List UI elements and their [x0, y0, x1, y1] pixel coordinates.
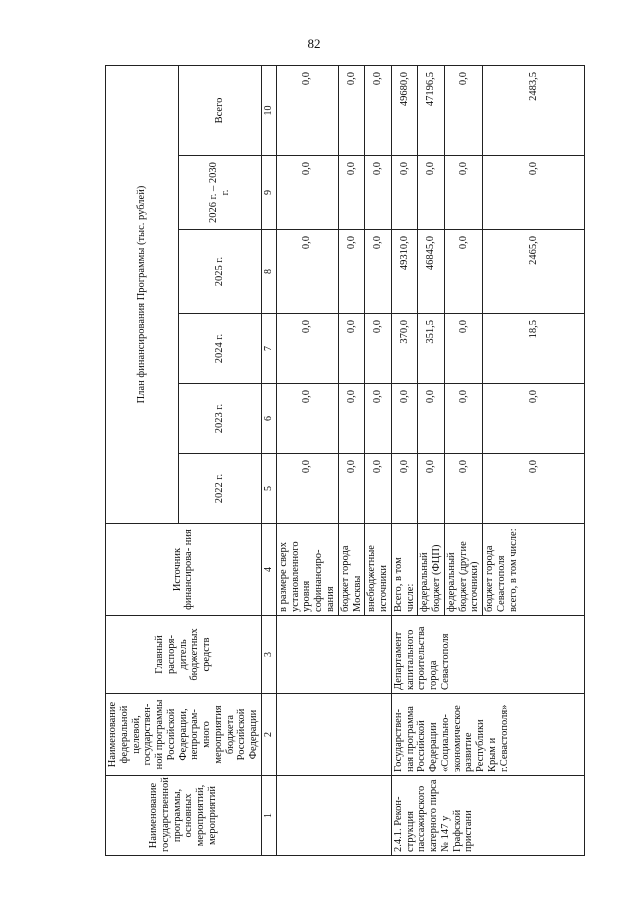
value-cell: 0,0	[338, 454, 365, 524]
column-number: 10	[261, 65, 276, 155]
header-plan: План финансирования Программы (тыс. рублей)	[106, 65, 179, 523]
value-cell: 0,0	[365, 230, 392, 314]
rotated-table-frame	[105, 66, 585, 856]
header-measure: Наименование государственной программы, основных мероприятий, мероприятий	[106, 776, 262, 856]
value-cell: 0,0	[483, 454, 585, 524]
value-cell: 0,0	[444, 156, 482, 230]
header-distributor: Главный распоря- дитель бюджетных средств	[106, 616, 262, 694]
page-number: 82	[307, 36, 321, 51]
value-cell: 2483,5	[483, 65, 585, 155]
value-cell: 0,0	[276, 454, 338, 524]
program-cell-empty	[276, 694, 391, 776]
column-number: 3	[261, 616, 276, 694]
value-cell: 0,0	[338, 156, 365, 230]
column-number: 4	[261, 524, 276, 616]
value-cell: 49680,0	[391, 65, 418, 155]
column-number: 2	[261, 694, 276, 776]
value-cell: 0,0	[418, 384, 445, 454]
value-cell: 370,0	[391, 314, 418, 384]
value-cell: 0,0	[444, 65, 482, 155]
header-total: Всего	[178, 65, 261, 155]
value-cell: 0,0	[338, 384, 365, 454]
header-2026-2030: 2026 г. – 2030 г.	[178, 156, 261, 230]
value-cell: 0,0	[483, 384, 585, 454]
table-row	[391, 65, 418, 855]
source-cell: бюджет города Севастополя всего, в том числе:	[483, 524, 585, 616]
value-cell: 0,0	[365, 454, 392, 524]
rotated-table-wrapper	[105, 66, 585, 856]
value-cell: 0,0	[365, 156, 392, 230]
program-cell: Государствен- ная программа Российской Федерации «Социально- экономическое развитие Республики Крым и г.Севастополя»	[391, 694, 584, 776]
source-cell: в размере сверх установленного уровня софинансиро- вания	[276, 524, 338, 616]
distributor-cell: Департамент капитального строительства города Севастополя	[391, 616, 584, 694]
value-cell: 0,0	[444, 314, 482, 384]
column-number: 7	[261, 314, 276, 384]
measure-cell: 2.4.1. Рекон- струкция пассажирского катерного пирса № 147 у Графской пристани	[391, 776, 584, 856]
value-cell: 0,0	[276, 156, 338, 230]
value-cell: 0,0	[391, 454, 418, 524]
value-cell: 0,0	[276, 230, 338, 314]
value-cell: 0,0	[444, 230, 482, 314]
column-number: 5	[261, 454, 276, 524]
column-number: 1	[261, 776, 276, 856]
value-cell: 46845,0	[418, 230, 445, 314]
column-number: 9	[261, 156, 276, 230]
value-cell: 0,0	[365, 65, 392, 155]
source-cell: бюджет города Москвы	[338, 524, 365, 616]
value-cell: 49310,0	[391, 230, 418, 314]
value-cell: 0,0	[483, 156, 585, 230]
value-cell: 0,0	[276, 65, 338, 155]
value-cell: 0,0	[338, 230, 365, 314]
header-2022: 2022 г.	[178, 454, 261, 524]
header-source: Источник финансирова- ния	[106, 524, 262, 616]
source-cell: федеральный бюджет (другие источники)	[444, 524, 482, 616]
financing-table	[105, 65, 585, 856]
column-number: 6	[261, 384, 276, 454]
value-cell: 0,0	[418, 454, 445, 524]
header-program: Наименование федеральной целевой, государствен- ной программы Российской Федерации, непрограм- много мероприятия бюджета Российской Федерации	[106, 694, 262, 776]
value-cell: 0,0	[391, 156, 418, 230]
value-cell: 0,0	[444, 454, 482, 524]
value-cell: 0,0	[444, 384, 482, 454]
table-row	[276, 65, 338, 855]
value-cell: 2465,0	[483, 230, 585, 314]
value-cell: 0,0	[338, 314, 365, 384]
value-cell: 0,0	[276, 314, 338, 384]
header-row-1	[106, 65, 179, 855]
source-cell: федеральный бюджет (ФЦП)	[418, 524, 445, 616]
value-cell: 0,0	[338, 65, 365, 155]
value-cell: 0,0	[365, 384, 392, 454]
distributor-cell-empty	[276, 616, 391, 694]
value-cell: 47196,5	[418, 65, 445, 155]
measure-cell-empty	[276, 776, 391, 856]
header-2023: 2023 г.	[178, 384, 261, 454]
value-cell: 351,5	[418, 314, 445, 384]
column-number: 8	[261, 230, 276, 314]
value-cell: 0,0	[276, 384, 338, 454]
value-cell: 0,0	[418, 156, 445, 230]
value-cell: 0,0	[365, 314, 392, 384]
header-2025: 2025 г.	[178, 230, 261, 314]
header-2024: 2024 г.	[178, 314, 261, 384]
value-cell: 0,0	[391, 384, 418, 454]
value-cell: 18,5	[483, 314, 585, 384]
source-cell: внебюджетные источники	[365, 524, 392, 616]
source-cell: Всего, в том числе:	[391, 524, 418, 616]
column-number-row	[261, 65, 276, 855]
